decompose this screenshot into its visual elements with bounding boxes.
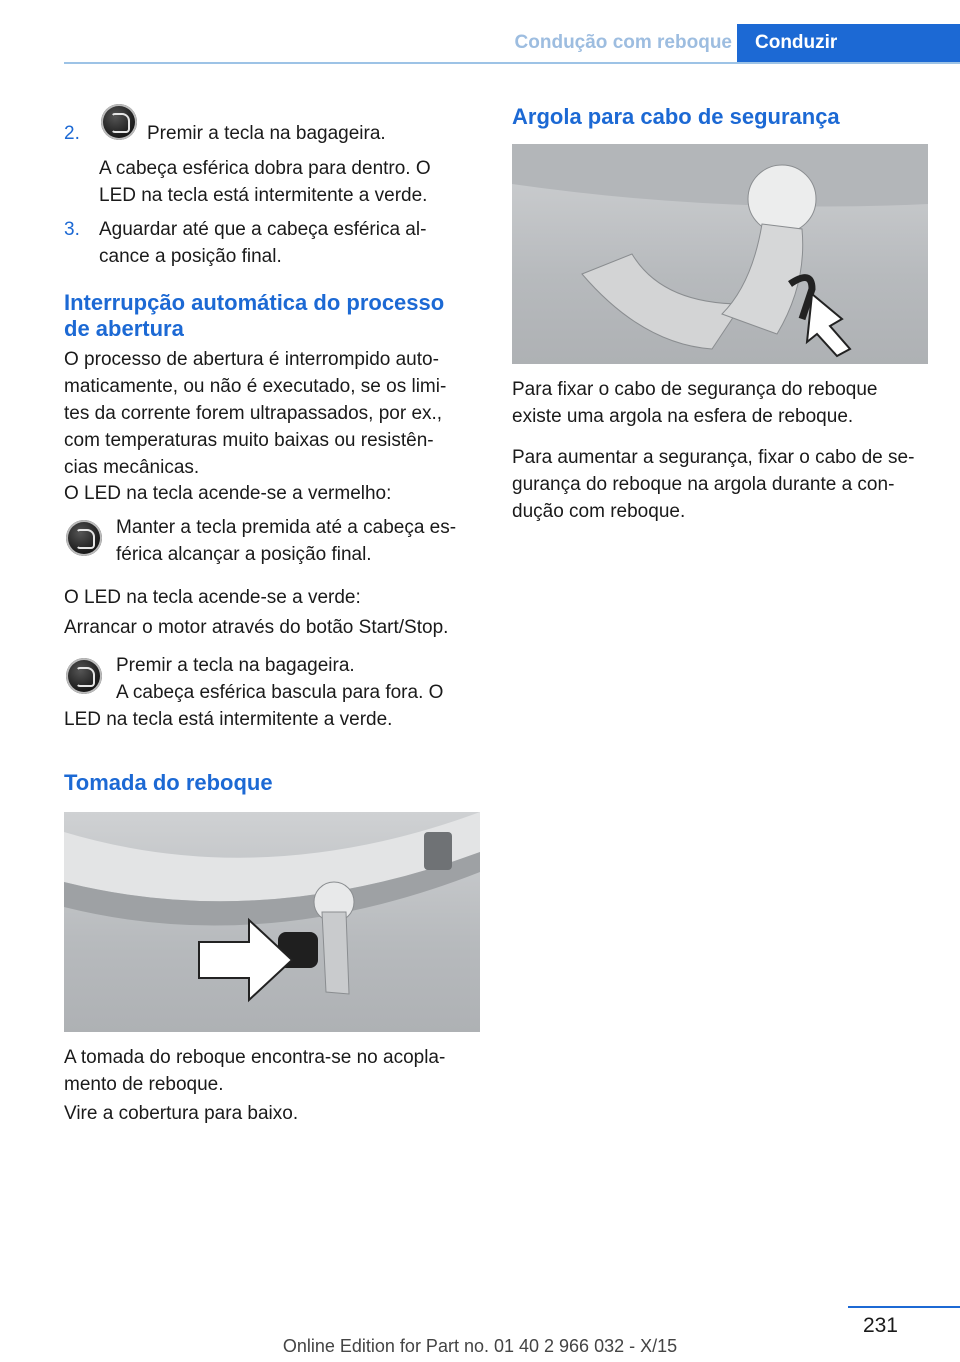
towbar-button-icon [66, 520, 102, 556]
heading-ring: Argola para cabo de segurança [512, 104, 840, 129]
paragraph-cover: Vire a cobertura para baixo. [64, 1103, 299, 1124]
header-rule [64, 62, 960, 64]
paragraph-led-red: O LED na tecla acende-se a vermelho: [64, 483, 392, 504]
text-line: tes da corrente forem ultrapassados, por ex., [64, 403, 443, 424]
paragraph-interruption [64, 346, 482, 481]
text-line: com temperaturas muito baixas ou resistên‐ [64, 430, 434, 451]
heading-interruption [64, 290, 482, 342]
socket-illustration [64, 812, 480, 1032]
ring-illustration [512, 144, 928, 364]
icon-note-hold [64, 514, 482, 568]
step-number: 3. [64, 219, 80, 240]
text-line: cias mecânicas. [64, 457, 200, 478]
step-text: Premir a tecla na bagageira. [147, 123, 386, 144]
text-line: dução com reboque. [512, 501, 686, 522]
header-chapter-tab: Conduzir [737, 24, 960, 64]
paragraph-ring-purpose [512, 376, 928, 430]
heading-line: Interrupção automática do processo [64, 290, 445, 315]
text-line: maticamente, ou não é executado, se os limi‐ [64, 376, 447, 397]
step-detail: LED na tecla está intermitente a verde. [99, 185, 428, 206]
towbar-button-icon [66, 658, 102, 694]
icon-note-press [64, 652, 482, 733]
footer-rule [848, 1306, 960, 1308]
paragraph-led-green: O LED na tecla acende-se a verde: [64, 587, 361, 608]
step-text: Aguardar até que a cabeça esférica al‐ [99, 219, 427, 240]
step-detail: A cabeça esférica dobra para dentro. O [99, 158, 431, 179]
text-line: O processo de abertura é interrompido auto‐ [64, 349, 439, 370]
towbar-button-icon [101, 104, 137, 140]
text-line: Manter a tecla premida até a cabeça es‐ [116, 517, 457, 538]
text-line: A cabeça esférica bascula para fora. O [116, 682, 444, 703]
text-line: A tomada do reboque encontra-se no acopla‐ [64, 1047, 446, 1068]
text-line: Premir a tecla na bagageira. [116, 655, 355, 676]
text-line: Para aumentar a segurança, fixar o cabo de se‐ [512, 447, 915, 468]
paragraph-start-engine: Arrancar o motor através do botão Start/Stop. [64, 617, 449, 638]
text-line: Para fixar o cabo de segurança do reboque [512, 379, 878, 400]
step-2 [64, 120, 482, 209]
ring-photo [512, 144, 928, 364]
text-line: férica alcançar a posição final. [116, 544, 372, 565]
footer-edition: Online Edition for Part no. 01 40 2 966 032 - X/15 [282, 1336, 678, 1356]
text-line: gurança do reboque na argola durante a con‐ [512, 474, 895, 495]
step-3 [64, 216, 482, 270]
heading-socket: Tomada do reboque [64, 770, 273, 795]
paragraph-socket-location [64, 1044, 482, 1098]
step-text: cance a posição final. [99, 246, 282, 267]
paragraph-ring-safety [512, 444, 928, 525]
step-number: 2. [64, 123, 80, 144]
heading-line: de abertura [64, 316, 184, 341]
header-section-title: Condução com reboque [514, 32, 732, 53]
page-number: 231 [862, 1314, 898, 1337]
text-line: LED na tecla está intermitente a verde. [64, 709, 393, 730]
text-line: mento de reboque. [64, 1074, 224, 1095]
socket-photo [64, 812, 480, 1032]
text-line: existe uma argola na esfera de reboque. [512, 406, 854, 427]
